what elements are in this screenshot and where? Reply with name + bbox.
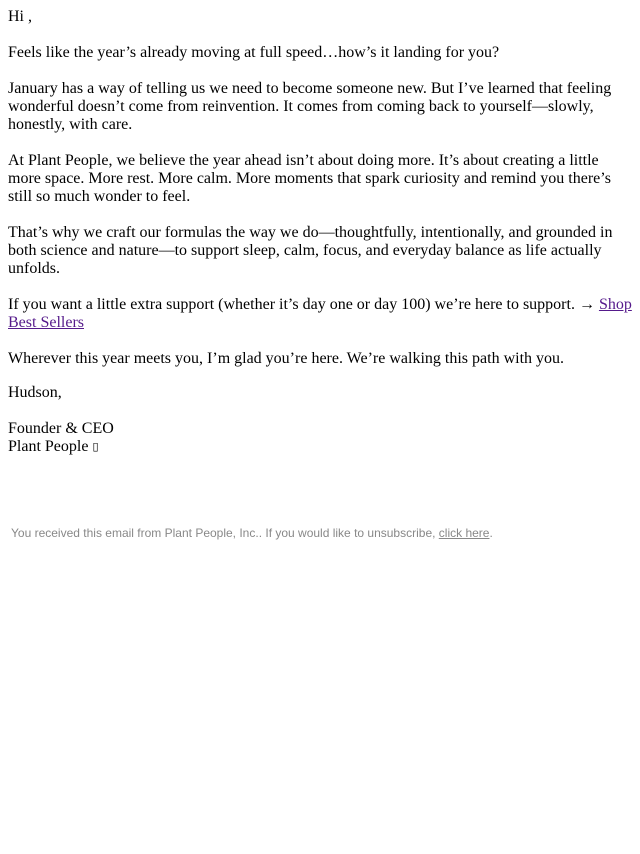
signature-company: Plant People xyxy=(8,438,89,455)
paragraph-january: January has a way of telling us we need to become someone new. But I’ve learned that feeling wonderful doesn’t come from reinvention. It comes from coming back to yourself—slowly, honestly, with care. xyxy=(8,80,612,133)
paragraph-closing: Wherever this year meets you, I’m glad you’re here. We’re walking this path with you. xyxy=(8,350,565,367)
unsubscribe-link[interactable]: click here xyxy=(438,526,490,540)
paragraph-intro: Feels like the year’s already moving at full speed…how’s it landing for you? xyxy=(8,44,500,61)
paragraph-formulas: That’s why we craft our formulas the way we do—thoughtfully, intentionally, and grounded in both science and nature—to support sleep, calm, focus, and everyday balance as life actually unfolds. xyxy=(8,224,613,277)
support-text: If you want a little extra support (whether it’s day one or day 100) we’re here to support. → xyxy=(8,296,599,313)
signature-title: Founder & CEO xyxy=(8,420,114,437)
shop-best-sellers-link[interactable]: Shop Best Sellers xyxy=(8,296,632,331)
greeting: Hi , xyxy=(8,8,32,25)
footer-text: You received this email from Plant People, Inc.. If you would like to unsubscribe, xyxy=(11,526,439,540)
footer-end: . xyxy=(489,526,493,540)
email-footer xyxy=(8,526,632,540)
signature xyxy=(8,420,632,456)
leaf-icon: ▯ xyxy=(92,441,99,453)
signoff: Hudson, xyxy=(8,384,62,401)
paragraph-support xyxy=(8,296,632,332)
paragraph-plant-people: At Plant People, we believe the year ahead isn’t about doing more. It’s about creating a little more space. More rest. More calm. More moments that spark curiosity and remind you there’s still so much wonder to feel. xyxy=(8,152,611,205)
